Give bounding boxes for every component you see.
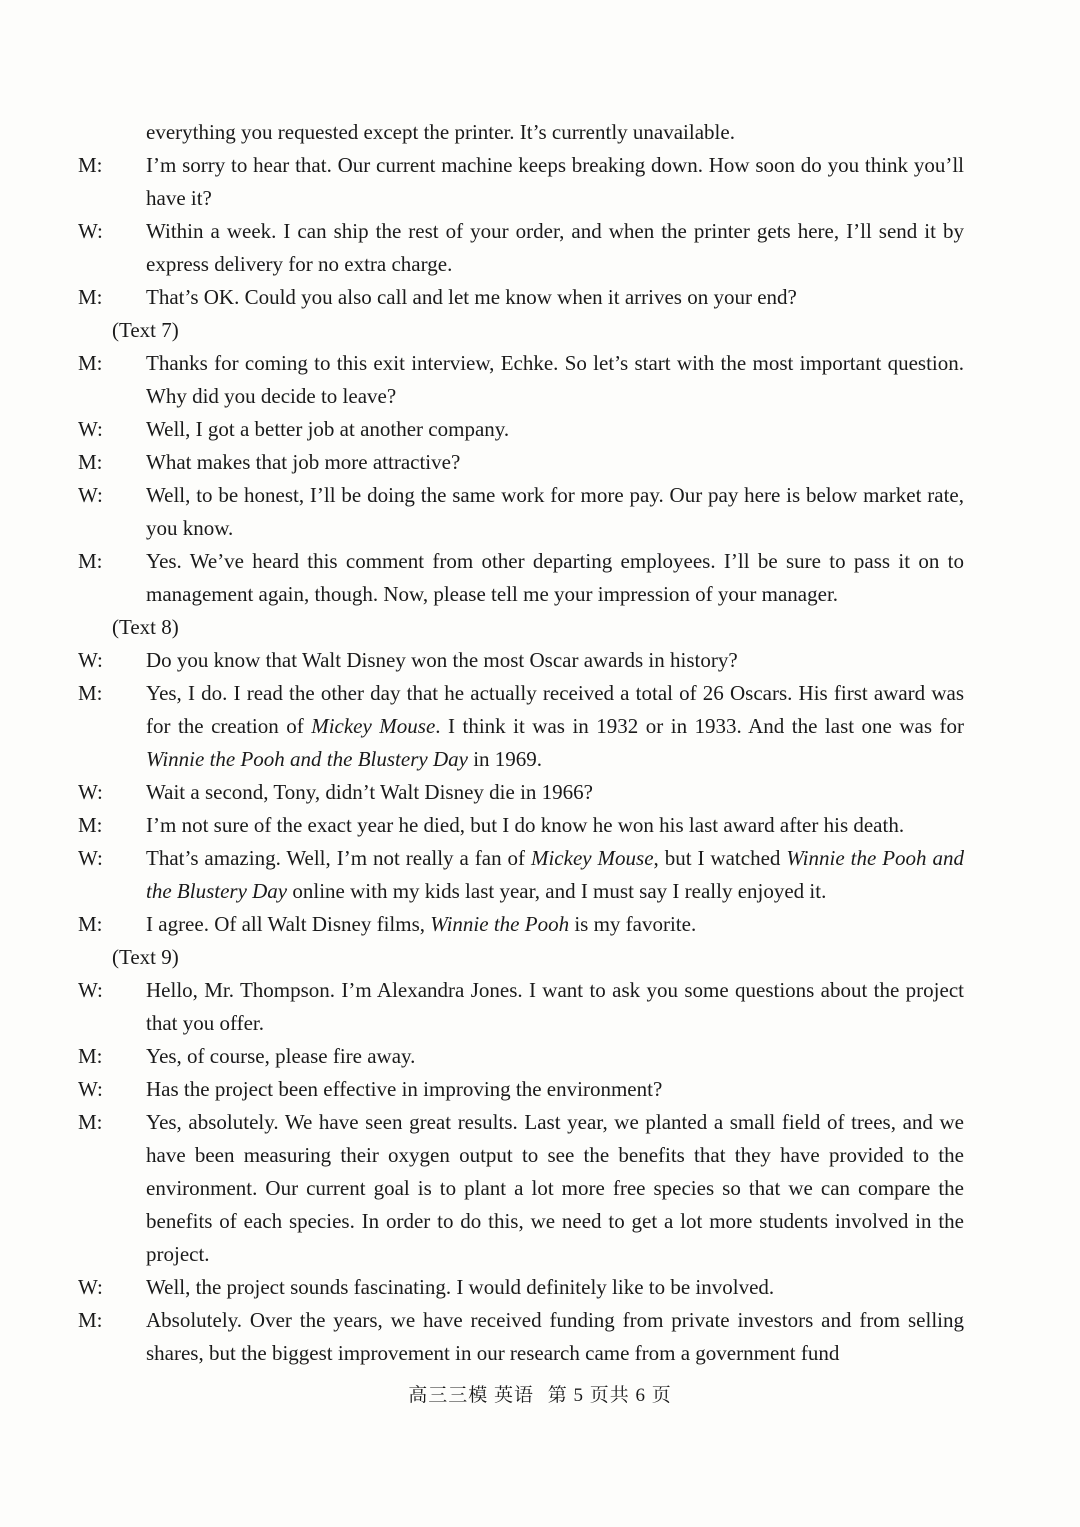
dialogue-text: Well, I got a better job at another company.	[146, 417, 510, 441]
dialogue-text: Wait a second, Tony, didn’t Walt Disney die in 1966?	[146, 780, 593, 804]
dialogue-text: is my favorite.	[569, 912, 697, 936]
dialogue-text: Has the project been effective in improving the environment?	[146, 1077, 663, 1101]
footer-page-number: 第 5 页共 6 页	[547, 1385, 672, 1406]
speaker-label: M:	[78, 351, 103, 375]
dialogue-text: Well, the project sounds fascinating. I would definitely like to be involved.	[146, 1275, 775, 1299]
dialogue-turn	[78, 908, 964, 941]
speaker-label: M:	[78, 153, 103, 177]
film-title: Winnie the Pooh and the Blustery Day	[146, 747, 468, 771]
dialogue-text: in 1969.	[467, 747, 543, 771]
speaker-label: W:	[78, 219, 103, 243]
speaker-label: W:	[78, 780, 103, 804]
footer-subject: 高三三模 英语	[408, 1385, 534, 1406]
dialogue-continuation: everything you requested except the printer. It’s currently unavailable.	[146, 120, 735, 144]
dialogue-turn	[78, 413, 964, 446]
speaker-label: W:	[78, 417, 103, 441]
dialogue-turn	[78, 446, 964, 479]
dialogue-turn	[78, 149, 964, 215]
dialogue-text: That’s OK. Could you also call and let me know when it arrives on your end?	[146, 285, 797, 309]
page-footer	[0, 1380, 1080, 1407]
speaker-label: W:	[78, 1077, 103, 1101]
dialogue-text: Well, to be honest, I’ll be doing the same work for more pay. Our pay here is below market rate, you know.	[146, 483, 964, 540]
speaker-label: W:	[78, 846, 103, 870]
dialogue-turn	[78, 644, 964, 677]
dialogue-text: I’m not sure of the exact year he died, but I do know he won his last award after his death.	[146, 813, 905, 837]
film-title: Mickey Mouse	[311, 714, 436, 738]
dialogue-turn	[78, 776, 964, 809]
dialogue-text: What makes that job more attractive?	[146, 450, 461, 474]
film-title: Mickey Mouse	[530, 846, 654, 870]
dialogue-text: I agree. Of all Walt Disney films,	[146, 912, 431, 936]
dialogue-text: Yes, absolutely. We have seen great results. Last year, we planted a small field of trees, and we have been measuring their oxygen output to see the benefits that they have provided to the environment. Our current goal is to plant a lot more free species so that we can compare the benefits of each species. In order to do this, we need to get a lot more students involved in the project.	[146, 1110, 964, 1266]
dialogue-turn	[78, 842, 964, 908]
text-section-label: (Text 8)	[112, 615, 179, 639]
dialogue-turn	[78, 974, 964, 1040]
dialogue-text: Yes, of course, please fire away.	[146, 1044, 416, 1068]
dialogue-text: , but I watched	[653, 846, 787, 870]
dialogue-text: Absolutely. Over the years, we have received funding from private investors and from selling shares, but the biggest improvement in our research came from a government fund	[146, 1308, 964, 1365]
dialogue-turn	[78, 1073, 964, 1106]
dialogue-turn	[78, 677, 964, 776]
speaker-label: M:	[78, 912, 103, 936]
dialogue-text: Yes, I do. I read the other day that he actually received a total of 26 Oscars. His first award was for the creation of	[146, 681, 964, 738]
dialogue-text: I’m sorry to hear that. Our current machine keeps breaking down. How soon do you think you’ll have it?	[146, 153, 964, 210]
dialogue-turn	[78, 347, 964, 413]
text-section-label: (Text 7)	[112, 318, 179, 342]
dialogue-text: online with my kids last year, and I must say I really enjoyed it.	[287, 879, 827, 903]
speaker-label: M:	[78, 813, 103, 837]
document-body	[78, 116, 964, 1370]
dialogue-turn	[78, 1040, 964, 1073]
dialogue-turn	[78, 215, 964, 281]
speaker-label: M:	[78, 681, 103, 705]
speaker-label: W:	[78, 648, 103, 672]
speaker-label: W:	[78, 978, 103, 1002]
speaker-label: M:	[78, 285, 103, 309]
dialogue-turn	[78, 545, 964, 611]
speaker-label: W:	[78, 483, 103, 507]
speaker-label: M:	[78, 450, 103, 474]
dialogue-turn	[78, 1304, 964, 1370]
dialogue-turn	[78, 479, 964, 545]
dialogue-text: Thanks for coming to this exit interview, Echke. So let’s start with the most important question. Why did you decide to leave?	[146, 351, 964, 408]
film-title: Winnie the Pooh and the Blustery Day	[146, 846, 964, 903]
dialogue-turn	[78, 281, 964, 314]
dialogue-text: Yes. We’ve heard this comment from other departing employees. I’ll be sure to pass it on to management again, though. Now, please tell me your impression of your manager.	[146, 549, 964, 606]
dialogue-text: Hello, Mr. Thompson. I’m Alexandra Jones. I want to ask you some questions about the project that you offer.	[146, 978, 964, 1035]
dialogue-text: Within a week. I can ship the rest of your order, and when the printer gets here, I’ll send it by express delivery for no extra charge.	[146, 219, 964, 276]
dialogue-turn	[78, 809, 964, 842]
dialogue-turn	[78, 1271, 964, 1304]
speaker-label: M:	[78, 1308, 103, 1332]
speaker-label: M:	[78, 1110, 103, 1134]
dialogue-text: . I think it was in 1932 or in 1933. And the last one was for	[435, 714, 964, 738]
speaker-label: M:	[78, 1044, 103, 1068]
speaker-label: M:	[78, 549, 103, 573]
dialogue-text: Do you know that Walt Disney won the most Oscar awards in history?	[146, 648, 738, 672]
dialogue-text: That’s amazing. Well, I’m not really a fan of	[146, 846, 531, 870]
text-section-label: (Text 9)	[112, 945, 179, 969]
speaker-label: W:	[78, 1275, 103, 1299]
dialogue-turn	[78, 1106, 964, 1271]
film-title: Winnie the Pooh	[430, 912, 570, 936]
